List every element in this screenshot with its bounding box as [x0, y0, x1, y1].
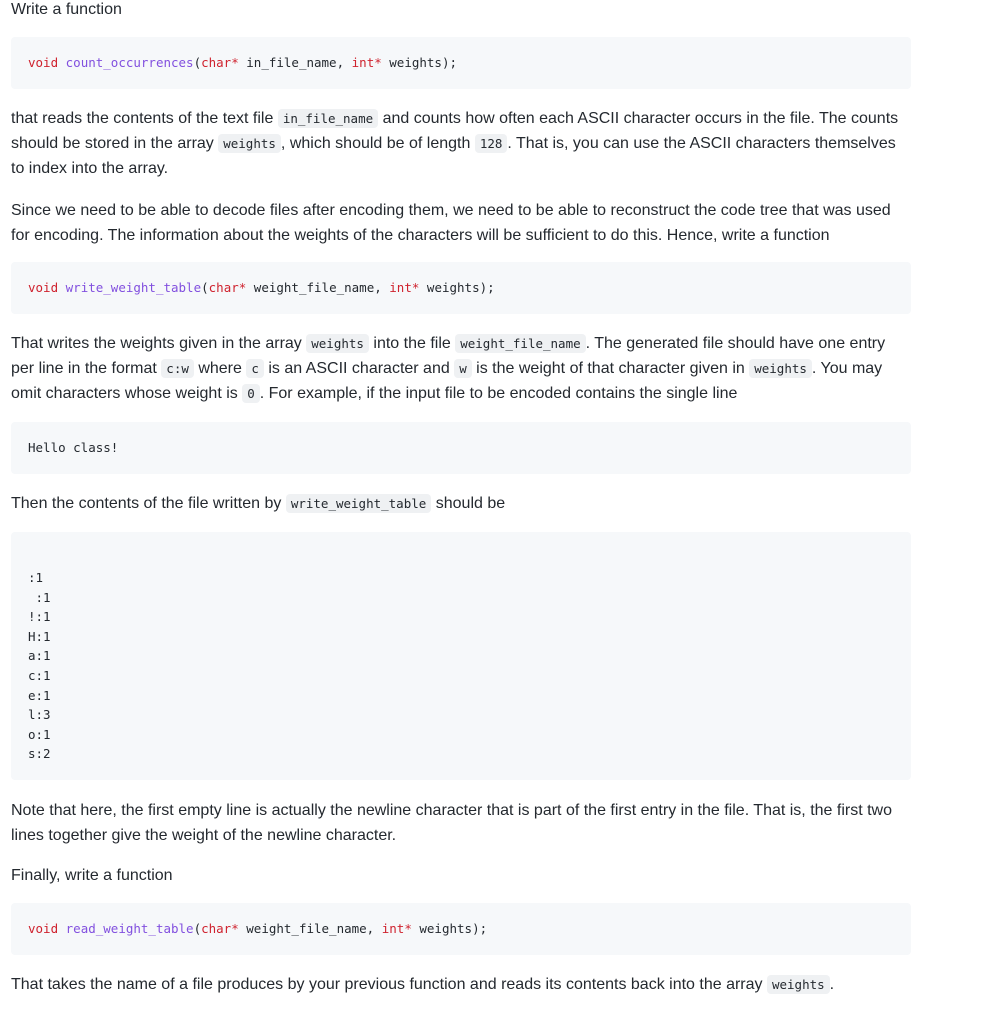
function-name: read_weight_table	[65, 921, 194, 936]
text-span: That takes the name of a file produces by your previous function and reads its contents back into the array	[11, 976, 767, 993]
open-paren: (	[193, 921, 202, 936]
param-type-2: int*	[389, 280, 420, 295]
inline-code-in-file-name: in_file_name	[278, 109, 378, 128]
param-type-1: char*	[201, 55, 239, 70]
text-span: Then the contents of the file written by	[11, 495, 286, 512]
weight-line: e:1	[28, 687, 51, 703]
code-read-weight-table[interactable]	[11, 903, 911, 955]
inline-code-weights: weights	[749, 359, 812, 378]
paragraph-note	[11, 798, 911, 848]
text-span: , which should be of length	[280, 135, 475, 152]
keyword-void: void	[28, 55, 59, 70]
weight-line: a:1	[28, 648, 51, 664]
text-span: should be	[431, 495, 506, 512]
paragraph-takes	[11, 972, 911, 997]
param-name-1: in_file_name,	[238, 55, 352, 70]
code-count-occurrences[interactable]	[11, 37, 911, 89]
decode-text: Since we need to be able to decode files after encoding them, we need to be able to reconstruct the code tree that was used for encoding. The information about the weights of the characters will be sufficient to do this. Hence, write a function	[11, 202, 891, 244]
weight-line: H:1	[28, 628, 51, 644]
inline-code-128: 128	[475, 134, 508, 153]
inline-code-write-weight-table: write_weight_table	[286, 494, 431, 513]
param-type-1: char*	[208, 280, 247, 295]
param-name-2: weights);	[419, 280, 495, 295]
param-name-1: weight_file_name,	[238, 921, 382, 936]
paragraph-finally	[11, 863, 911, 888]
inline-code-c: c	[246, 359, 264, 378]
paragraph-writes-description	[11, 331, 911, 406]
weight-line: :1	[28, 570, 44, 585]
text-span: That writes the weights given in the array	[11, 335, 307, 352]
code-weight-table-output[interactable]	[11, 532, 911, 780]
inline-code-weights: weights	[218, 134, 281, 153]
param-name-1: weight_file_name,	[246, 280, 390, 295]
weight-line: !:1	[28, 609, 51, 625]
code-example-input[interactable]	[11, 422, 911, 474]
weight-line: o:1	[28, 726, 51, 742]
finally-text: Finally, write a function	[11, 867, 173, 884]
intro-label: Write a function	[11, 1, 122, 18]
text-span: is the weight of that character given in	[471, 360, 750, 377]
inline-code-weight-file-name: weight_file_name	[455, 334, 585, 353]
paragraph-decode	[11, 198, 911, 248]
intro-text	[11, 0, 911, 22]
weight-line: l:3	[28, 707, 51, 723]
weight-line: s:2	[28, 746, 51, 762]
text-span: into the file	[368, 335, 456, 352]
inline-code-w: w	[454, 359, 472, 378]
text-span: . The generated file should have one entry per line in the format	[11, 335, 886, 377]
param-name-2: weights);	[411, 921, 488, 936]
param-type-2: int*	[351, 55, 382, 70]
code-write-weight-table[interactable]	[11, 262, 911, 314]
inline-code-weights: weights	[767, 975, 830, 994]
paragraph-then	[11, 491, 911, 516]
text-span: . You may omit characters whose weight is	[11, 360, 883, 402]
weight-line: :1	[28, 589, 51, 605]
function-name: write_weight_table	[65, 280, 202, 295]
weight-line: c:1	[28, 668, 51, 683]
text-span: that reads the contents of the text file	[11, 110, 278, 127]
inline-code-format: c:w	[161, 359, 194, 378]
function-name: count_occurrences	[65, 55, 194, 70]
paragraph-count-description	[11, 106, 911, 181]
keyword-void: void	[28, 921, 59, 936]
param-name-2: weights);	[381, 55, 458, 70]
text-span: and counts how often each ASCII character occurs in the file. The counts should be stored in the array	[11, 110, 899, 152]
example-input-text: Hello class!	[28, 440, 119, 455]
text-span: .	[829, 976, 835, 993]
keyword-void: void	[28, 280, 59, 295]
text-span: . For example, if the input file to be encoded contains the single line	[259, 385, 738, 402]
text-span: . That is, you can use the ASCII characters themselves to index into the array.	[11, 135, 896, 177]
param-type-2: int*	[381, 921, 412, 936]
param-type-1: char*	[201, 921, 239, 936]
open-paren: (	[201, 280, 209, 295]
inline-code-zero: 0	[242, 384, 260, 403]
inline-code-weights: weights	[306, 334, 369, 353]
note-text: Note that here, the first empty line is actually the newline character that is part of the first entry in the file. That is, the first two lines together give the weight of the newline character.	[11, 802, 892, 844]
open-paren: (	[193, 55, 202, 70]
text-span: is an ASCII character and	[263, 360, 455, 377]
text-span: where	[193, 360, 247, 377]
